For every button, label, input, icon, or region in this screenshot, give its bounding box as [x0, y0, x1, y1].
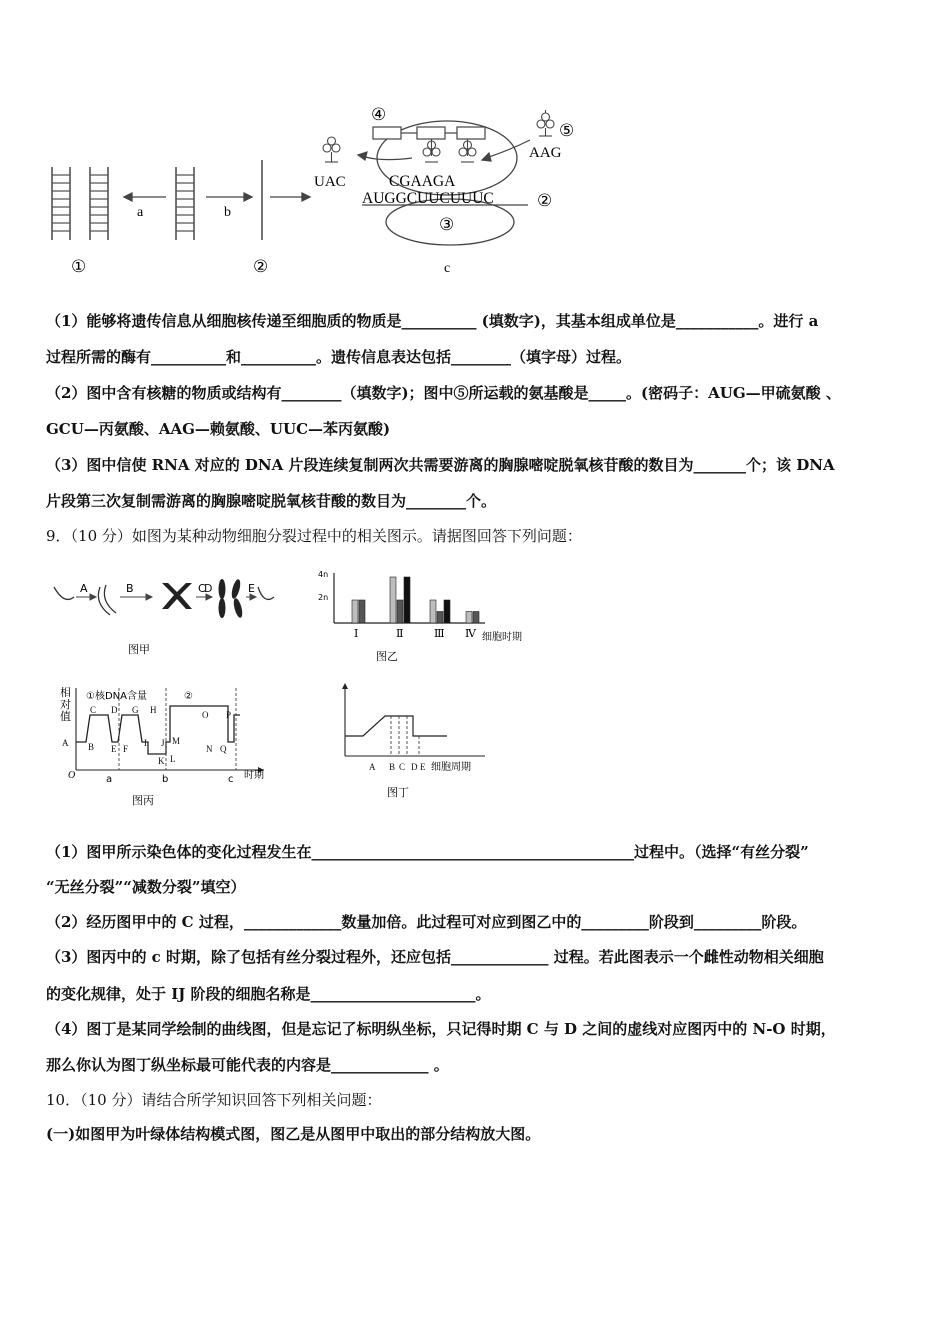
yi-bar — [390, 577, 396, 623]
bing-pt-h: H — [150, 705, 157, 715]
q8-line-2: 过程所需的酶有__________和__________。遗传信息表达包括________（填字母）过程。 — [46, 348, 632, 366]
bing-y-3: 值 — [60, 710, 71, 723]
bing-pt-a: A — [62, 738, 69, 748]
bing-pt-l: L — [170, 754, 176, 764]
yi-xtitle: 细胞时期 — [482, 632, 522, 643]
q10-line-1: (一)如图甲为叶绿体结构模式图，图乙是从图甲中取出的部分结构放大图。 — [46, 1125, 541, 1143]
bing-x-o: O — [68, 770, 76, 781]
bing-xtitle: 时期 — [244, 770, 264, 781]
bing-legend-2: ② — [184, 691, 193, 702]
jia-step-e: E — [248, 582, 255, 595]
q9-line-1: （1）图甲所示染色体的变化过程发生在___________________________________________过程中。（选择“有丝分裂” — [46, 843, 809, 861]
yi-ylabel-4n: 4n — [318, 570, 329, 579]
yi-x-3: Ⅲ — [434, 628, 445, 640]
ding-caption: 图丁 — [387, 786, 409, 799]
figure-ding-line-chart — [335, 680, 535, 810]
bing-legend-1: ①核DNA含量 — [86, 691, 147, 702]
q8-line-4: GCU—丙氨酸、AAG—赖氨酸、UUC—苯丙氨酸) — [46, 420, 391, 438]
bing-caption: 图丙 — [132, 794, 154, 807]
bing-pt-i: I — [144, 738, 147, 748]
jia-step-c: C — [198, 582, 206, 595]
circled-3: ③ — [439, 215, 455, 234]
bing-pt-e: E — [111, 744, 117, 754]
bing-pt-o: O — [202, 710, 209, 720]
yi-bar — [466, 612, 472, 624]
yi-ylabel-2n: 2n — [318, 593, 329, 602]
jia-step-a: A — [80, 582, 88, 595]
bing-pt-b: B — [88, 742, 95, 752]
yi-bar — [473, 612, 479, 624]
circled-5: ⑤ — [559, 121, 575, 140]
circled-2-mrna: ② — [537, 191, 553, 210]
yi-x-2: Ⅱ — [396, 628, 404, 640]
mrna-sequence: AUGGCUUCUUUC — [362, 190, 494, 207]
jia-step-b: B — [126, 582, 134, 595]
bing-pt-m: M — [172, 736, 181, 746]
bing-pt-d: D — [111, 705, 118, 715]
yi-bar — [404, 577, 410, 623]
ding-x-c: C — [399, 762, 406, 772]
q8-line-1: （1）能够将遗传信息从细胞核传递至细胞质的物质是__________ (填数字)，其基本组成单位是___________。进行 a — [46, 312, 819, 330]
yi-x-1: Ⅰ — [354, 628, 359, 640]
q8-line-3: （2）图中含有核糖的物质或结构有________（填数字)；图中⑤所运载的氨基酸是_____。(密码子：AUG—甲硫氨酸 、 — [46, 384, 841, 402]
bing-pt-j: J — [161, 738, 165, 748]
q8-line-5: （3）图中信使 RNA 对应的 DNA 片段连续复制两次共需要游离的胸腺嘧啶脱氧核苷酸的数目为_______个；该 DNA — [46, 456, 835, 474]
anticodon-sequence: CGAAGA — [389, 173, 456, 190]
figure-yi-bar-chart — [310, 565, 540, 670]
yi-bar — [359, 600, 365, 623]
ding-x-e: E — [420, 762, 426, 772]
bing-y-2: 对 — [60, 698, 71, 711]
circled-2: ② — [253, 257, 269, 276]
label-a: a — [137, 205, 144, 220]
bing-pt-c: C — [90, 705, 97, 715]
jia-step-d-label: D — [204, 582, 213, 595]
bing-x-b: b — [162, 774, 169, 785]
bing-y-1: 相 — [60, 686, 71, 699]
yi-bar — [444, 600, 450, 623]
q9-line-5: 的变化规律，处于 IJ 阶段的细胞名称是______________________。 — [46, 985, 491, 1003]
q9-line-6: （4）图丁是某同学绘制的曲线图，但是忘记了标明纵坐标，只记得时期 C 与 D 之间的虚线对应图丙中的 N-O 时期， — [46, 1020, 836, 1038]
ding-x-b: B — [389, 762, 396, 772]
q9-line-7: 那么你认为图丁纵坐标最可能代表的内容是_____________ 。 — [46, 1056, 449, 1074]
bing-pt-n: N — [206, 744, 213, 754]
q9-header: 9．（10 分）如图为某种动物细胞分裂过程中的相关图示。请据图回答下列问题： — [46, 527, 582, 545]
bing-x-c: c — [228, 774, 234, 785]
trna-aag: AAG — [529, 145, 562, 161]
yi-caption: 图乙 — [376, 650, 398, 663]
q9-line-3: （2）经历图甲中的 C 过程，_____________数量加倍。此过程可对应到图乙中的_________阶段到_________阶段。 — [46, 913, 807, 931]
q8-line-6: 片段第三次复制需游离的胸腺嘧啶脱氧核苷酸的数目为________个。 — [46, 492, 497, 510]
yi-bar — [430, 600, 436, 623]
bing-pt-k: K — [158, 756, 165, 766]
bing-pt-p: P — [226, 710, 232, 720]
figure-jia-chromosome — [50, 575, 280, 665]
yi-bar — [352, 600, 358, 623]
ding-xtitle: 细胞周期 — [431, 762, 471, 773]
bing-x-a: a — [106, 774, 113, 785]
bing-pt-q: Q — [220, 744, 227, 754]
yi-x-4: Ⅳ — [465, 628, 476, 640]
bing-pt-f: F — [123, 744, 129, 754]
trna-uac: UAC — [314, 174, 346, 190]
ding-x-d: D — [411, 762, 418, 772]
label-c: c — [444, 261, 451, 276]
circled-1: ① — [71, 257, 87, 276]
circled-4: ④ — [371, 105, 387, 124]
yi-bar — [437, 612, 443, 624]
q9-line-4: （3）图丙中的 c 时期，除了包括有丝分裂过程外，还应包括_____________ 过程。若此图表示一个雌性动物相关细胞 — [46, 948, 824, 966]
ding-x-a: A — [369, 762, 376, 772]
figure-dna-transcription-translation — [40, 100, 640, 285]
q9-line-2: “无丝分裂”“减数分裂”填空） — [46, 878, 246, 896]
yi-bar — [397, 600, 403, 623]
label-b: b — [224, 205, 231, 220]
q10-header: 10．（10 分）请结合所学知识回答下列相关问题： — [46, 1091, 382, 1109]
jia-caption: 图甲 — [128, 643, 150, 656]
figure-bing-line-chart — [58, 682, 288, 812]
bing-pt-g: G — [132, 705, 139, 715]
